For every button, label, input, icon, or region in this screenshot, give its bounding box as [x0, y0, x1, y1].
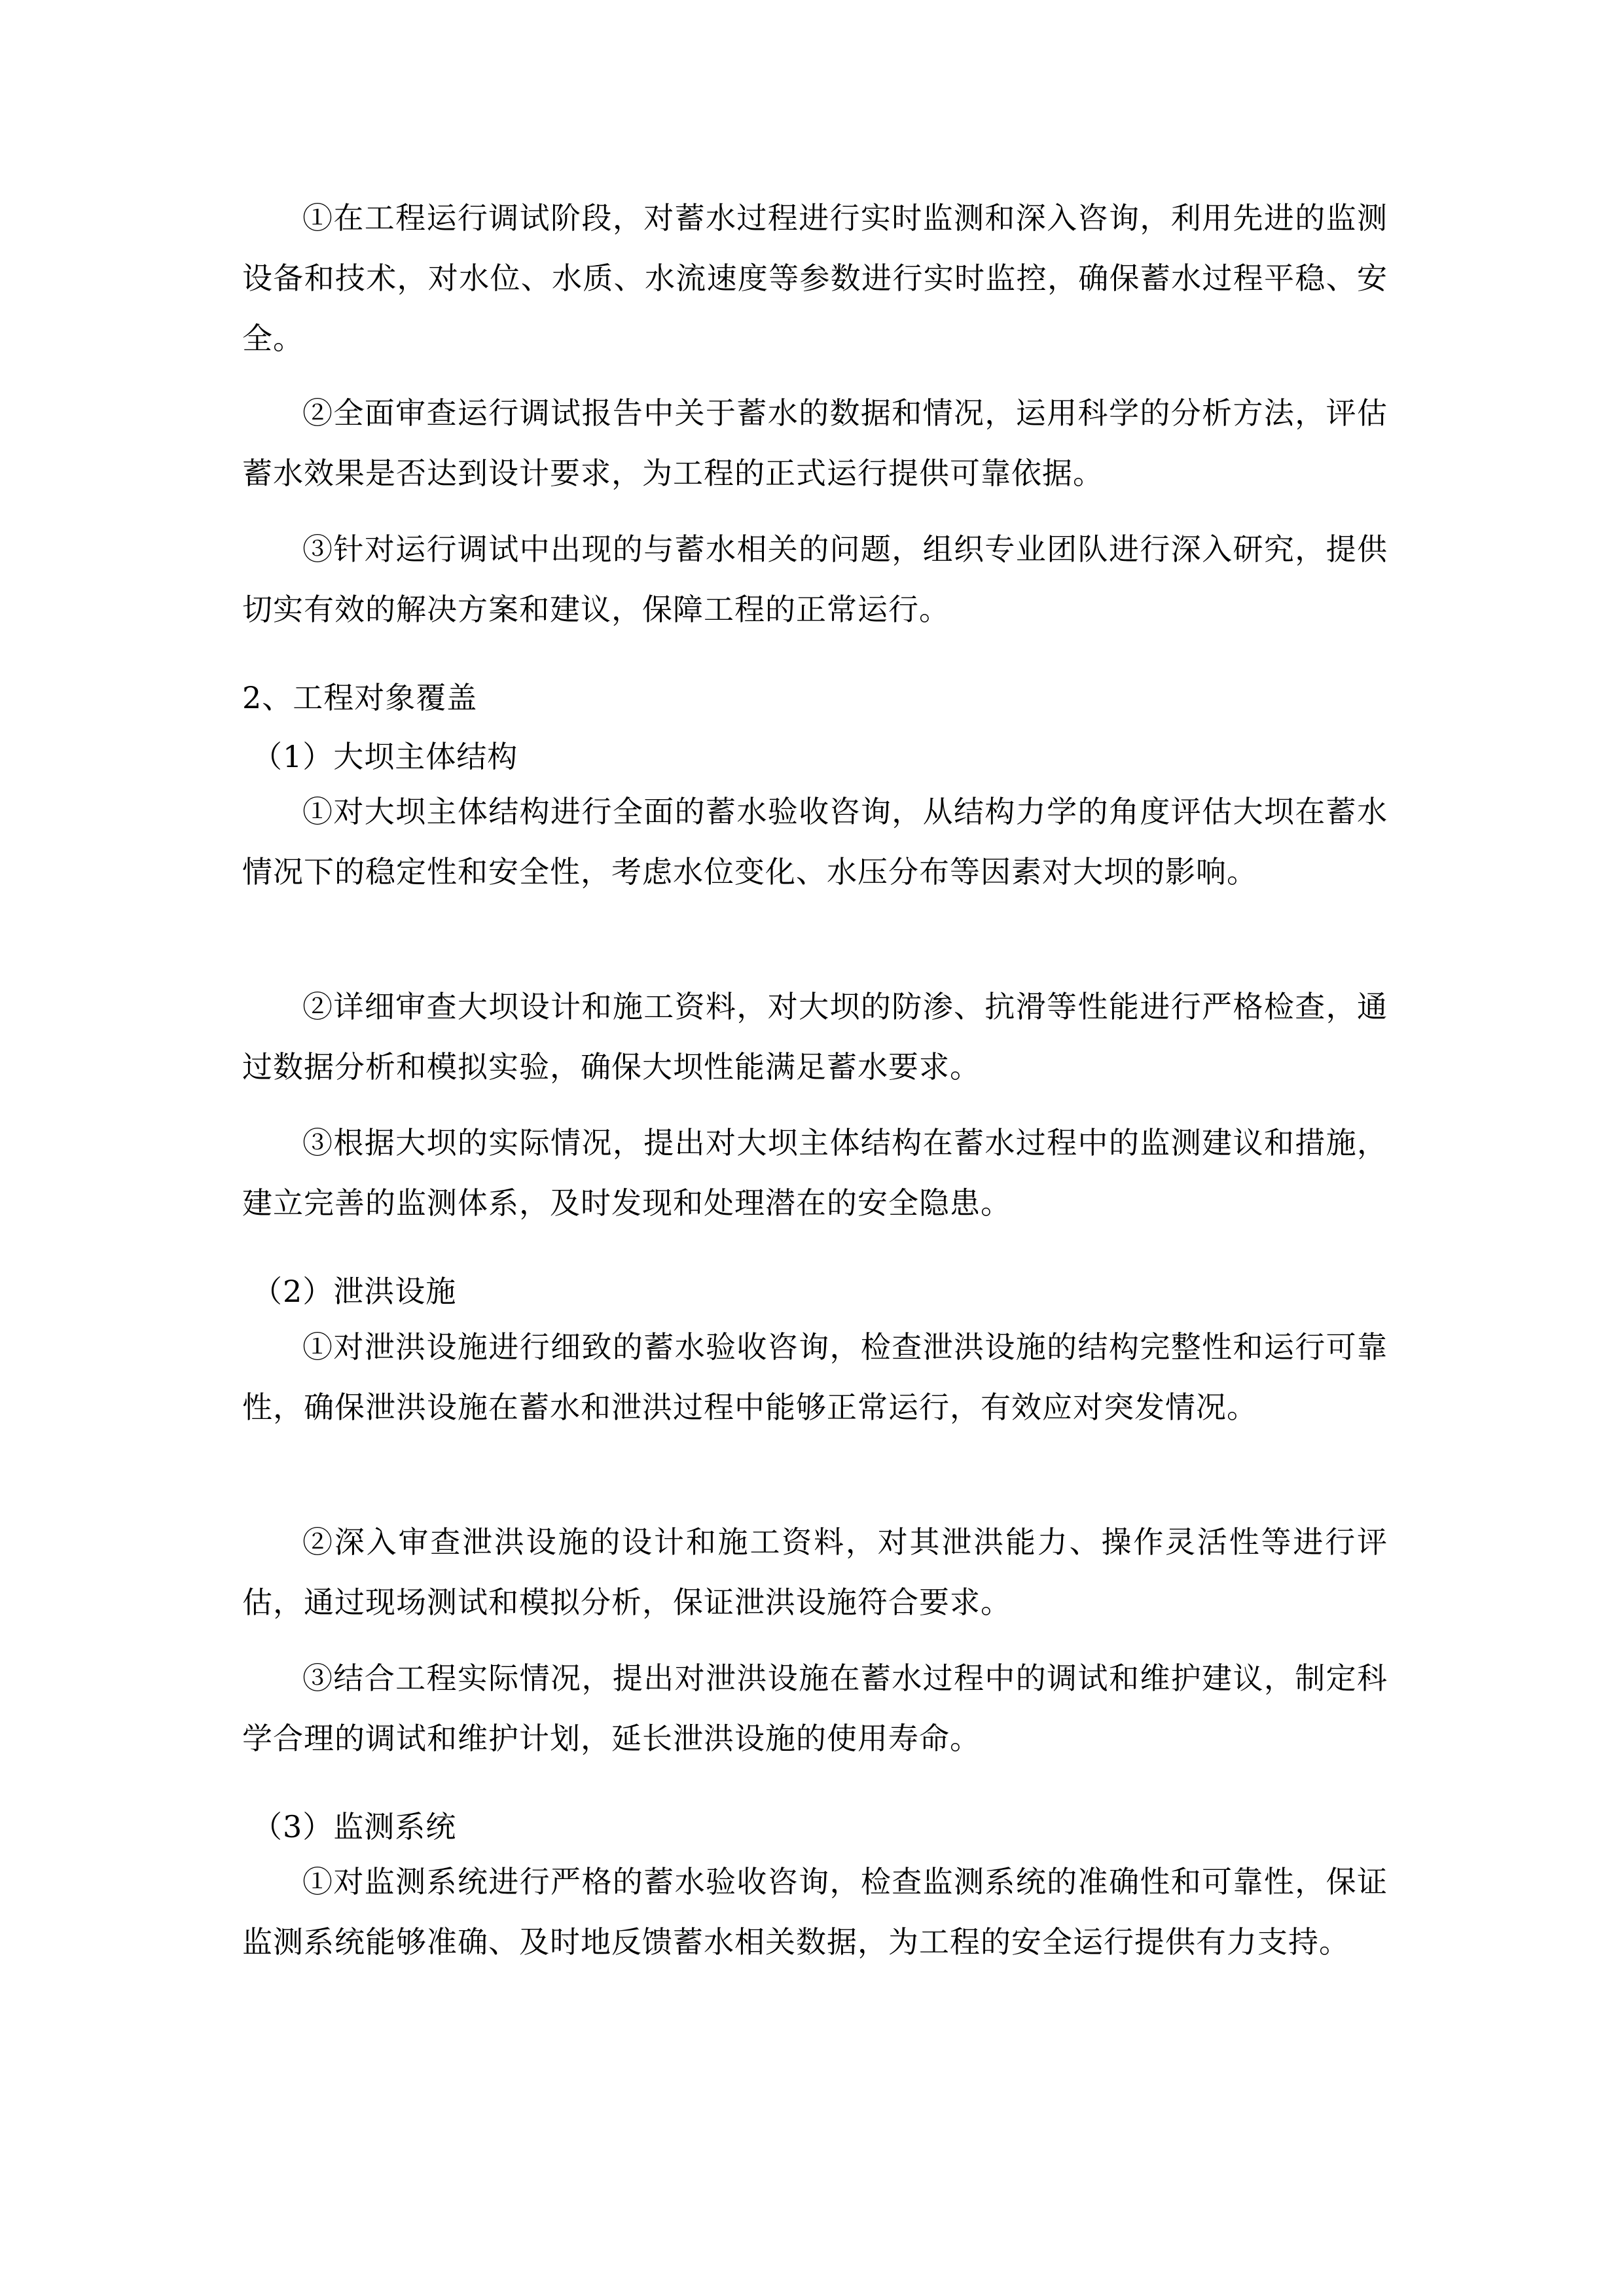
paragraph-realtime-monitoring: ①在工程运行调试阶段，对蓄水过程进行实时监测和深入咨询，利用先进的监测设备和技术，对水位、水质、水流速度等参数进行实时监控，确保蓄水过程平稳、安全。: [242, 200, 1388, 356]
paragraph-discharge-consultation: ①对泄洪设施进行细致的蓄水验收咨询，检查泄洪设施的结构完整性和运行可靠性，确保泄洪设施在蓄水和泄洪过程中能够正常运行，有效应对突发情况。: [242, 1329, 1388, 1425]
paragraph-dam-consultation: ①对大坝主体结构进行全面的蓄水验收咨询，从结构力学的角度评估大坝在蓄水情况下的稳定性和安全性，考虑水位变化、水压分布等因素对大坝的影响。: [242, 794, 1388, 889]
subheading-monitoring-system: （3）监测系统: [252, 1809, 457, 1844]
paragraph-discharge-maintenance: ③结合工程实际情况，提出对泄洪设施在蓄水过程中的调试和维护建议，制定科学合理的调试和维护计划，延长泄洪设施的使用寿命。: [242, 1660, 1388, 1756]
paragraph-dam-review: ②详细审查大坝设计和施工资料，对大坝的防渗、抗滑等性能进行严格检查，通过数据分析和模拟实验，确保大坝性能满足蓄水要求。: [242, 989, 1388, 1085]
section-heading-coverage: 2、工程对象覆盖: [242, 680, 478, 715]
subheading-dam-structure: （1）大坝主体结构: [252, 739, 518, 774]
paragraph-discharge-review: ②深入审查泄洪设施的设计和施工资料，对其泄洪能力、操作灵活性等进行评估，通过现场测试和模拟分析，保证泄洪设施符合要求。: [242, 1524, 1388, 1620]
subheading-flood-discharge: （2）泄洪设施: [252, 1274, 457, 1309]
paragraph-monitoring-consultation: ①对监测系统进行严格的蓄水验收咨询，检查监测系统的准确性和可靠性，保证监测系统能够准确、及时地反馈蓄水相关数据，为工程的安全运行提供有力支持。: [242, 1864, 1388, 1960]
paragraph-dam-monitoring: ③根据大坝的实际情况，提出对大坝主体结构在蓄水过程中的监测建议和措施，建立完善的监测体系，及时发现和处理潜在的安全隐患。: [242, 1125, 1388, 1221]
paragraph-report-review: ②全面审查运行调试报告中关于蓄水的数据和情况，运用科学的分析方法，评估蓄水效果是否达到设计要求，为工程的正式运行提供可靠依据。: [242, 395, 1388, 491]
paragraph-problem-solutions: ③针对运行调试中出现的与蓄水相关的问题，组织专业团队进行深入研究，提供切实有效的解决方案和建议，保障工程的正常运行。: [242, 531, 1388, 627]
